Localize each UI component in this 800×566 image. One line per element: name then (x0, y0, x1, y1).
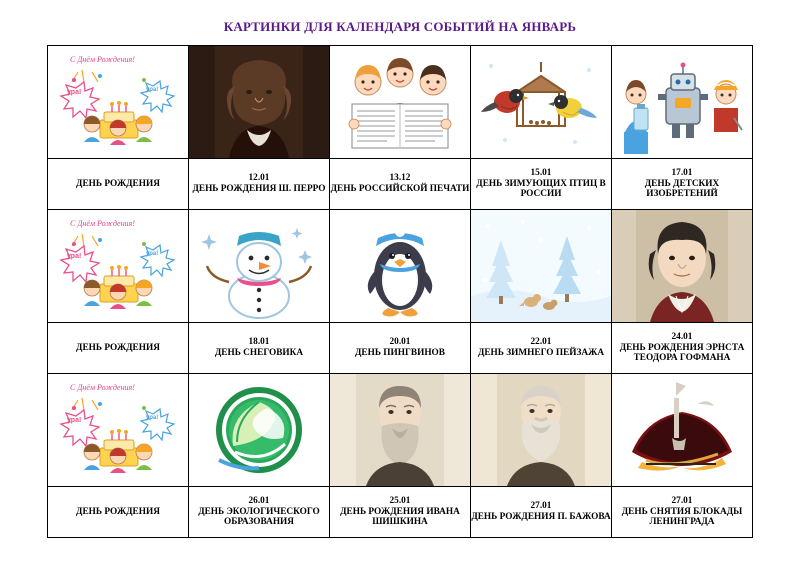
caption-cell (330, 487, 471, 538)
cell-image-perrault (189, 46, 330, 159)
table-row-captions (48, 323, 753, 374)
cell-image-press-day (330, 46, 471, 159)
caption-date: 12.01 (248, 173, 270, 184)
winter-landscape-icon (471, 210, 611, 322)
caption-cell (612, 487, 753, 538)
caption-label: ДЕНЬ СНЯТИЯ БЛОКАДЫ ЛЕНИНГРАДА (621, 506, 743, 528)
snowman-icon (189, 210, 329, 322)
cell-image-birthday-3 (48, 374, 189, 487)
cell-image-winter-birds (471, 46, 612, 159)
caption-label: ДЕНЬ РОЖДЕНИЯ Ш. ПЕРРО (192, 184, 326, 194)
caption-date: 17.01 (671, 167, 693, 178)
table-row-captions (48, 487, 753, 538)
svg-text:ура!: ура! (67, 417, 82, 424)
table-row-images (48, 46, 753, 159)
caption-cell (471, 487, 612, 538)
portrait-hoffmann-icon (612, 210, 752, 322)
caption-cell (48, 159, 189, 210)
caption-label: ДЕНЬ РОЖДЕНИЯ (76, 178, 160, 189)
cell-image-hoffmann (612, 210, 753, 323)
caption-label: ДЕНЬ ЗИМНЕГО ПЕЙЗАЖА (477, 348, 605, 358)
svg-text:ура!: ура! (67, 89, 82, 96)
caption-date: 24.01 (671, 331, 693, 342)
table-row-images (48, 210, 753, 323)
caption-cell (612, 159, 753, 210)
kids-with-robot-invention-icon (612, 46, 752, 158)
caption-date: 26.01 (248, 495, 270, 506)
svg-text:ура!: ура! (146, 87, 159, 93)
penguin-icon (330, 210, 470, 322)
svg-text:С Днём Рождения!: С Днём Рождения! (70, 219, 135, 228)
eco-leaf-globe-icon (189, 374, 329, 486)
caption-cell (612, 323, 753, 374)
caption-cell (48, 323, 189, 374)
caption-date: 27.01 (530, 501, 552, 512)
leningrad-blockade-ribbon-icon (612, 374, 752, 486)
caption-date: 22.01 (530, 337, 552, 348)
caption-label: ДЕНЬ ЗИМУЮЩИХ ПТИЦ В РОССИИ (476, 178, 606, 200)
cell-image-ecology (189, 374, 330, 487)
cell-image-birthday-1 (48, 46, 189, 159)
birthday-cake-kids-icon (48, 210, 188, 322)
caption-date: 27.01 (671, 495, 693, 506)
cell-image-winter-landscape (471, 210, 612, 323)
caption-date: 20.01 (389, 337, 411, 348)
caption-cell (471, 323, 612, 374)
cell-image-leningrad (612, 374, 753, 487)
caption-label: ДЕНЬ РОЖДЕНИЯ (76, 506, 160, 517)
children-reading-newspaper-icon (330, 46, 470, 158)
table-row-images (48, 374, 753, 487)
caption-label: ДЕНЬ ПИНГВИНОВ (354, 348, 445, 358)
page-title: КАРТИНКИ ДЛЯ КАЛЕНДАРЯ СОБЫТИЙ НА ЯНВАРЬ (223, 19, 577, 34)
caption-label: ДЕНЬ РОЖДЕНИЯ (76, 342, 160, 353)
cell-image-inventions (612, 46, 753, 159)
svg-text:ура!: ура! (146, 251, 159, 257)
birthday-cake-kids-icon (48, 46, 188, 158)
svg-text:С Днём Рождения!: С Днём Рождения! (70, 383, 135, 392)
birthday-cake-kids-icon (48, 374, 188, 486)
cell-image-bazhov (471, 374, 612, 487)
caption-cell (189, 487, 330, 538)
table-row-captions (48, 159, 753, 210)
caption-cell (189, 323, 330, 374)
portrait-shishkin-icon (330, 374, 470, 486)
portrait-charles-perrault-icon (189, 46, 329, 158)
caption-date: 13.12 (389, 173, 411, 184)
caption-date: 18.01 (248, 337, 270, 348)
portrait-bazhov-icon (471, 374, 611, 486)
caption-cell (330, 159, 471, 210)
caption-label: ДЕНЬ ЭКОЛОГИЧЕСКОГО ОБРАЗОВАНИЯ (198, 506, 320, 528)
caption-cell (48, 487, 189, 538)
caption-cell (471, 159, 612, 210)
cell-image-snowman (189, 210, 330, 323)
svg-text:ура!: ура! (146, 415, 159, 421)
caption-label: ДЕНЬ СНЕГОВИКА (214, 348, 304, 358)
caption-label: ДЕНЬ РОССИЙСКОЙ ПЕЧАТИ (330, 184, 470, 194)
caption-cell (330, 323, 471, 374)
caption-cell (189, 159, 330, 210)
caption-date: 15.01 (530, 167, 552, 178)
caption-label: ДЕНЬ РОЖДЕНИЯ ЭРНСТА ТЕОДОРА ГОФМАНА (619, 342, 745, 364)
birds-at-feeder-icon (471, 46, 611, 158)
caption-date: 25.01 (389, 495, 411, 506)
svg-text:С Днём Рождения!: С Днём Рождения! (70, 55, 135, 64)
caption-label: ДЕНЬ РОЖДЕНИЯ П. БАЖОВА (471, 512, 611, 522)
cell-image-penguin (330, 210, 471, 323)
caption-label: ДЕНЬ ДЕТСКИХ ИЗОБРЕТЕНИЙ (644, 178, 720, 200)
caption-label: ДЕНЬ РОЖДЕНИЯ ИВАНА ШИШКИНА (340, 506, 460, 528)
cell-image-shishkin (330, 374, 471, 487)
cell-image-birthday-2 (48, 210, 189, 323)
svg-text:ура!: ура! (67, 253, 82, 260)
calendar-table (47, 45, 753, 538)
